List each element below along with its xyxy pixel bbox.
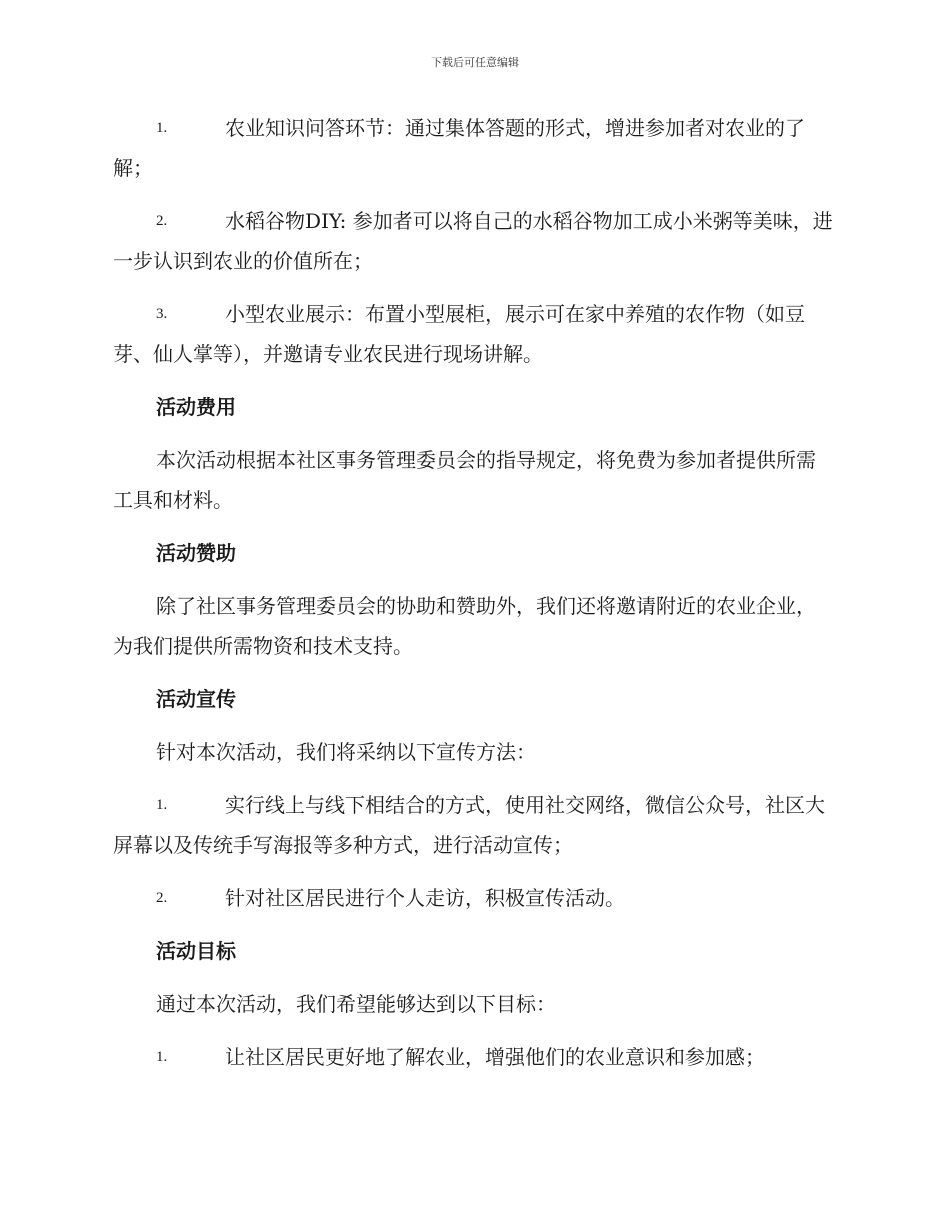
document-body [113,108,835,1077]
section-heading-cost: 活动费用 [156,395,236,419]
paragraph-sponsor: 除了社区事务管理委员会的协助和赞助外，我们还将邀请附近的农业企业，为我们提供所需物资和技术支持。 [113,594,816,658]
list-item [113,201,835,281]
list-text: 实行线上与线下相结合的方式，使用社交网络，微信公众号，社区大屏幕以及传统手写海报等多种方式，进行活动宣传； [113,793,825,857]
list-text: 水稻谷物DIY: 参加者可以将自己的水稻谷物加工成小米粥等美味，进一步认识到农业的价值所在； [113,209,833,273]
list-item [113,878,835,918]
paragraph-promotion: 针对本次活动，我们将采纳以下宣传方法： [156,740,536,764]
section-heading-sponsor: 活动赞助 [156,541,236,565]
list-text: 针对社区居民进行个人走访，积极宣传活动。 [225,886,625,910]
list-text: 农业知识问答环节：通过集体答题的形式，增进参加者对农业的了解； [113,116,805,180]
list-text: 小型农业展示：布置小型展柜，展示可在家中养殖的农作物（如豆芽、仙人掌等），并邀请专业农民进行现场讲解。 [113,302,805,366]
section-heading-goals: 活动目标 [156,939,236,963]
list-number: 2. [156,213,168,229]
paragraph-cost: 本次活动根据本社区事务管理委员会的指导规定，将免费为参加者提供所需工具和材料。 [113,448,816,512]
list-item [113,1037,835,1077]
list-number: 3. [156,306,168,322]
list-item [113,108,835,188]
page-header: 下载后可任意编辑 [431,56,519,69]
list-item [113,294,835,374]
list-text: 让社区居民更好地了解农业，增强他们的农业意识和参加感； [225,1045,765,1069]
paragraph-goals: 通过本次活动，我们希望能够达到以下目标： [156,992,556,1016]
list-number: 1. [156,120,168,136]
list-number: 1. [156,797,168,813]
list-number: 2. [156,890,168,906]
list-number: 1. [156,1049,168,1065]
list-item [113,785,835,865]
section-heading-promotion: 活动宣传 [156,687,236,711]
